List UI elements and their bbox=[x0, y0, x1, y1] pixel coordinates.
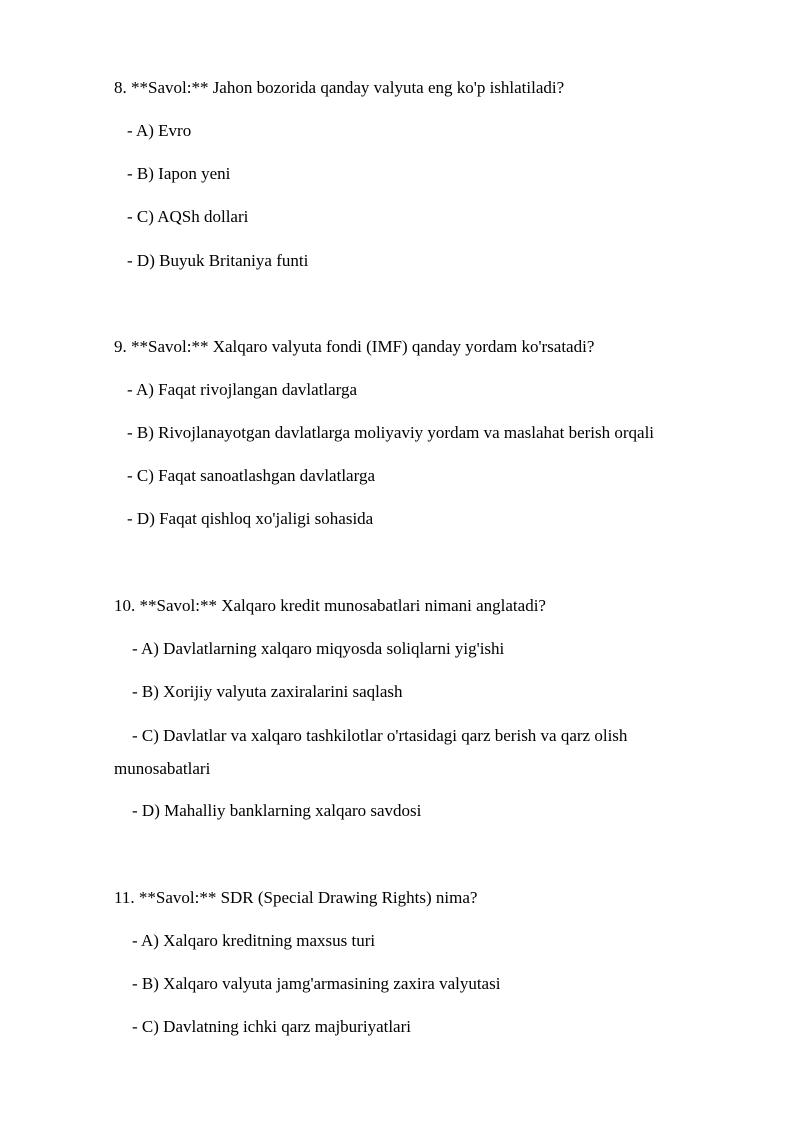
question-8: 8. **Savol:** Jahon bozorida qanday valyuta eng ko'p ishlatiladi? bbox=[114, 78, 565, 97]
question-10-option-b: - B) Xorijiy valyuta zaxiralarini saqlash bbox=[132, 682, 403, 701]
question-11-option-b: - B) Xalqaro valyuta jamg'armasining zaxira valyutasi bbox=[132, 974, 501, 993]
question-9-option-b: - B) Rivojlanayotgan davlatlarga moliyaviy yordam va maslahat berish orqali bbox=[127, 423, 655, 442]
question-10-option-d: - D) Mahalliy banklarning xalqaro savdosi bbox=[132, 801, 422, 820]
question-9-option-a: - A) Faqat rivojlangan davlatlarga bbox=[127, 380, 358, 399]
question-10-option-c: - C) Davlatlar va xalqaro tashkilotlar o'rtasidagi qarz berish va qarz olish bbox=[132, 726, 628, 745]
question-9: 9. **Savol:** Xalqaro valyuta fondi (IMF) qanday yordam ko'rsatadi? bbox=[114, 337, 595, 356]
question-8-option-c: - C) AQSh dollari bbox=[127, 207, 249, 226]
question-11: 11. **Savol:** SDR (Special Drawing Rights) nima? bbox=[114, 888, 478, 907]
question-10-option-a: - A) Davlatlarning xalqaro miqyosda soliqlarni yig'ishi bbox=[132, 639, 505, 658]
question-8-option-b: - B) Iapon yeni bbox=[127, 164, 231, 183]
question-9-option-d: - D) Faqat qishloq xo'jaligi sohasida bbox=[127, 509, 374, 528]
question-9-option-c: - C) Faqat sanoatlashgan davlatlarga bbox=[127, 466, 375, 485]
question-8-option-d: - D) Buyuk Britaniya funti bbox=[127, 251, 309, 270]
question-11-option-c: - C) Davlatning ichki qarz majburiyatlari bbox=[132, 1017, 411, 1036]
question-10: 10. **Savol:** Xalqaro kredit munosabatlari nimani anglatadi? bbox=[114, 596, 546, 615]
question-11-option-a: - A) Xalqaro kreditning maxsus turi bbox=[132, 931, 376, 950]
question-8-option-a: - A) Evro bbox=[127, 121, 192, 140]
question-10-option-c-continuation: munosabatlari bbox=[114, 759, 211, 778]
